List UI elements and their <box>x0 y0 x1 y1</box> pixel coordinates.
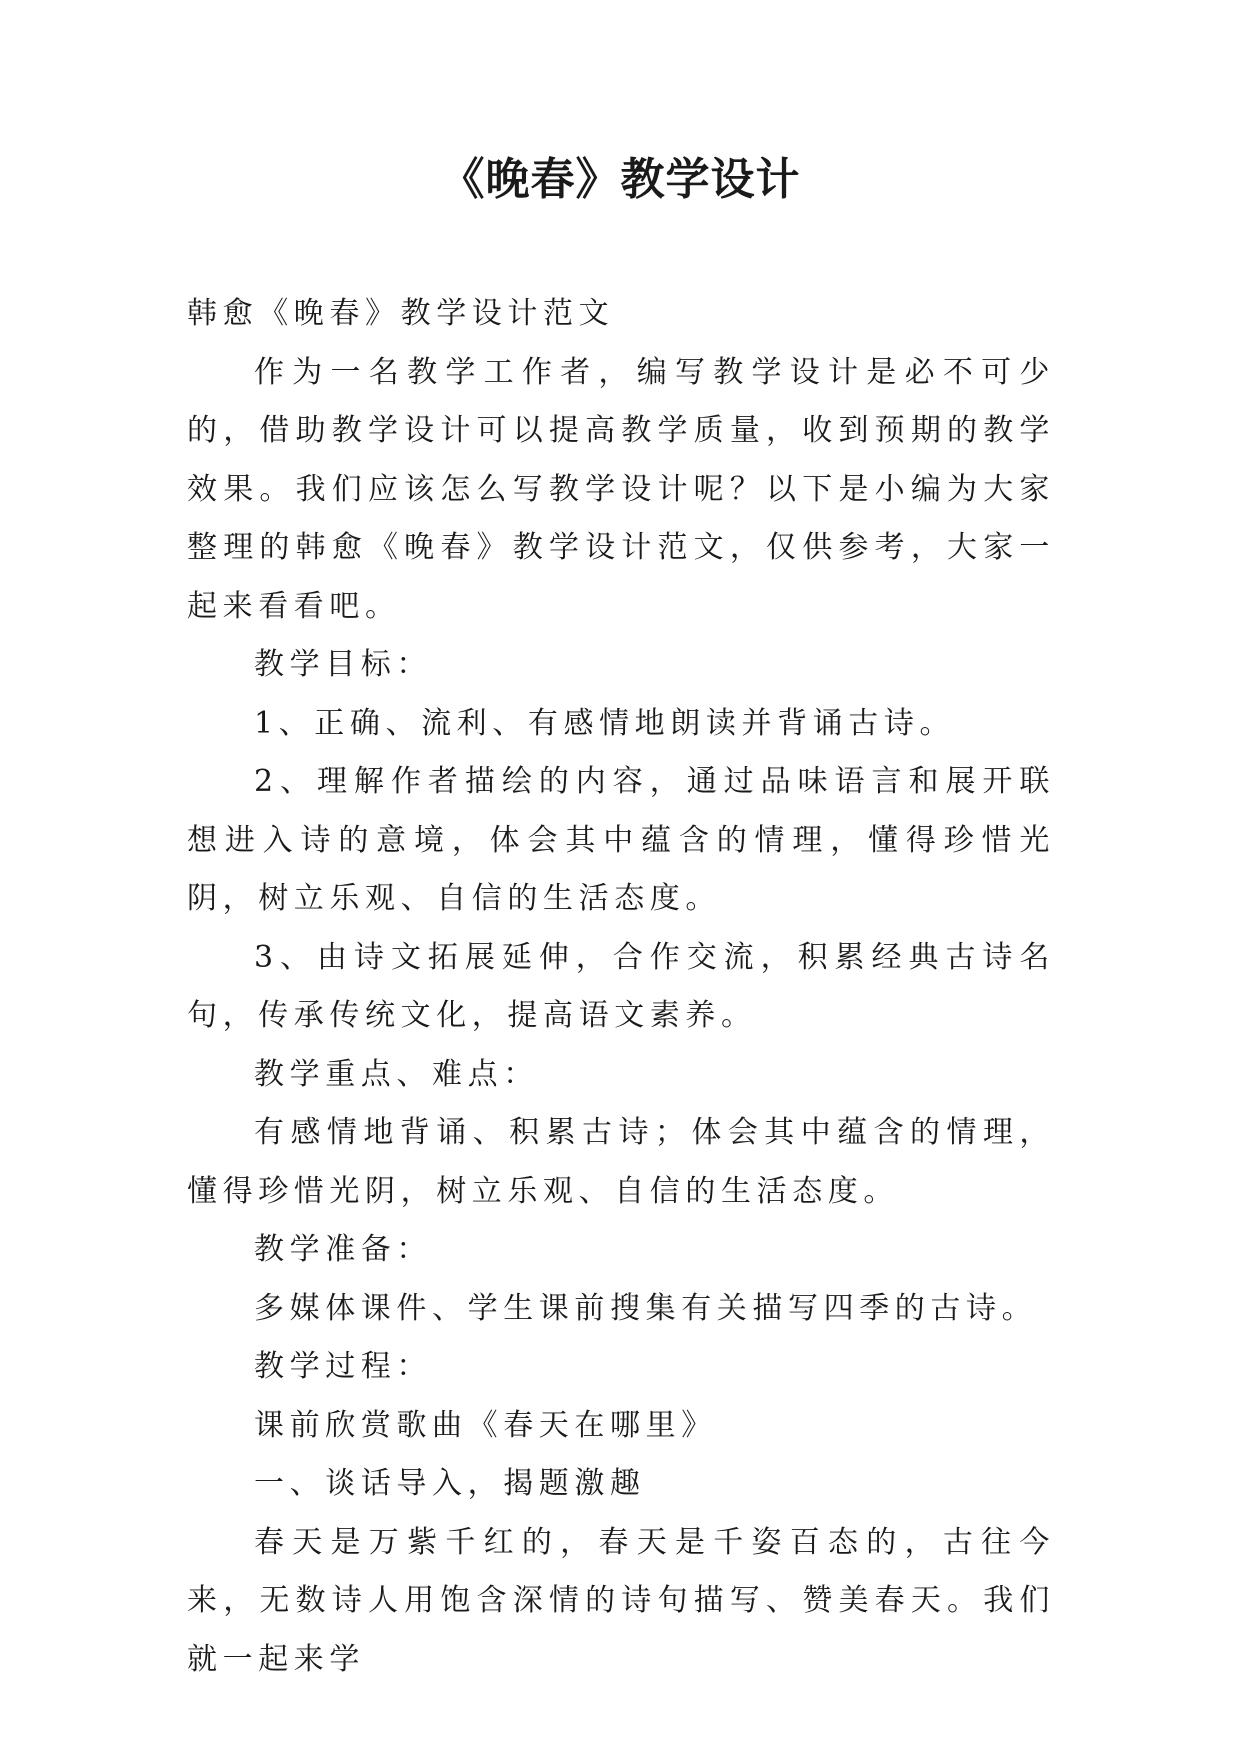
heading-process: 教学过程： <box>254 1349 432 1384</box>
paragraph-section-1: 春天是万紫千红的，春天是千姿百态的，古往今来，无数诗人用饱含深情的诗句描写、赞美春天。我们就一起来学 <box>187 1524 1055 1677</box>
paragraph-subtitle: 韩愈《晚春》教学设计范文 <box>187 296 615 331</box>
paragraph-preparation: 多媒体课件、学生课前搜集有关描写四季的古诗。 <box>254 1290 1038 1326</box>
document-body <box>187 285 1055 1689</box>
goal-item-1: 1、正确、流利、有感情地朗读并背诵古诗。 <box>254 705 956 741</box>
heading-key-points: 教学重点、难点： <box>254 1056 539 1092</box>
heading-teaching-goals: 教学目标： <box>254 647 432 682</box>
heading-section-1: 一、谈话导入，揭题激趣 <box>254 1466 646 1501</box>
paragraph-intro: 作为一名教学工作者，编写教学设计是必不可少的，借助教学设计可以提高教学质量，收到预期的教学效果。我们应该怎么写教学设计呢？以下是小编为大家整理的韩愈《晚春》教学设计范文，仅供参考，大家一起来看看吧。 <box>187 354 1055 624</box>
goal-item-2: 2、理解作者描绘的内容，通过品味语言和展开联想进入诗的意境，体会其中蕴含的情理，懂得珍惜光阴，树立乐观、自信的生活态度。 <box>187 764 1055 916</box>
document-title: 《晚春》教学设计 <box>440 154 801 205</box>
paragraph-key-points: 有感情地背诵、积累古诗；体会其中蕴含的情理，懂得珍惜光阴，树立乐观、自信的生活态度。 <box>187 1115 1055 1209</box>
goal-item-3: 3、由诗文拓展延伸，合作交流，积累经典古诗名句，传承传统文化，提高语文素养。 <box>187 939 1055 1033</box>
heading-preparation: 教学准备： <box>254 1232 432 1267</box>
paragraph-pre-class: 课前欣赏歌曲《春天在哪里》 <box>254 1407 717 1443</box>
